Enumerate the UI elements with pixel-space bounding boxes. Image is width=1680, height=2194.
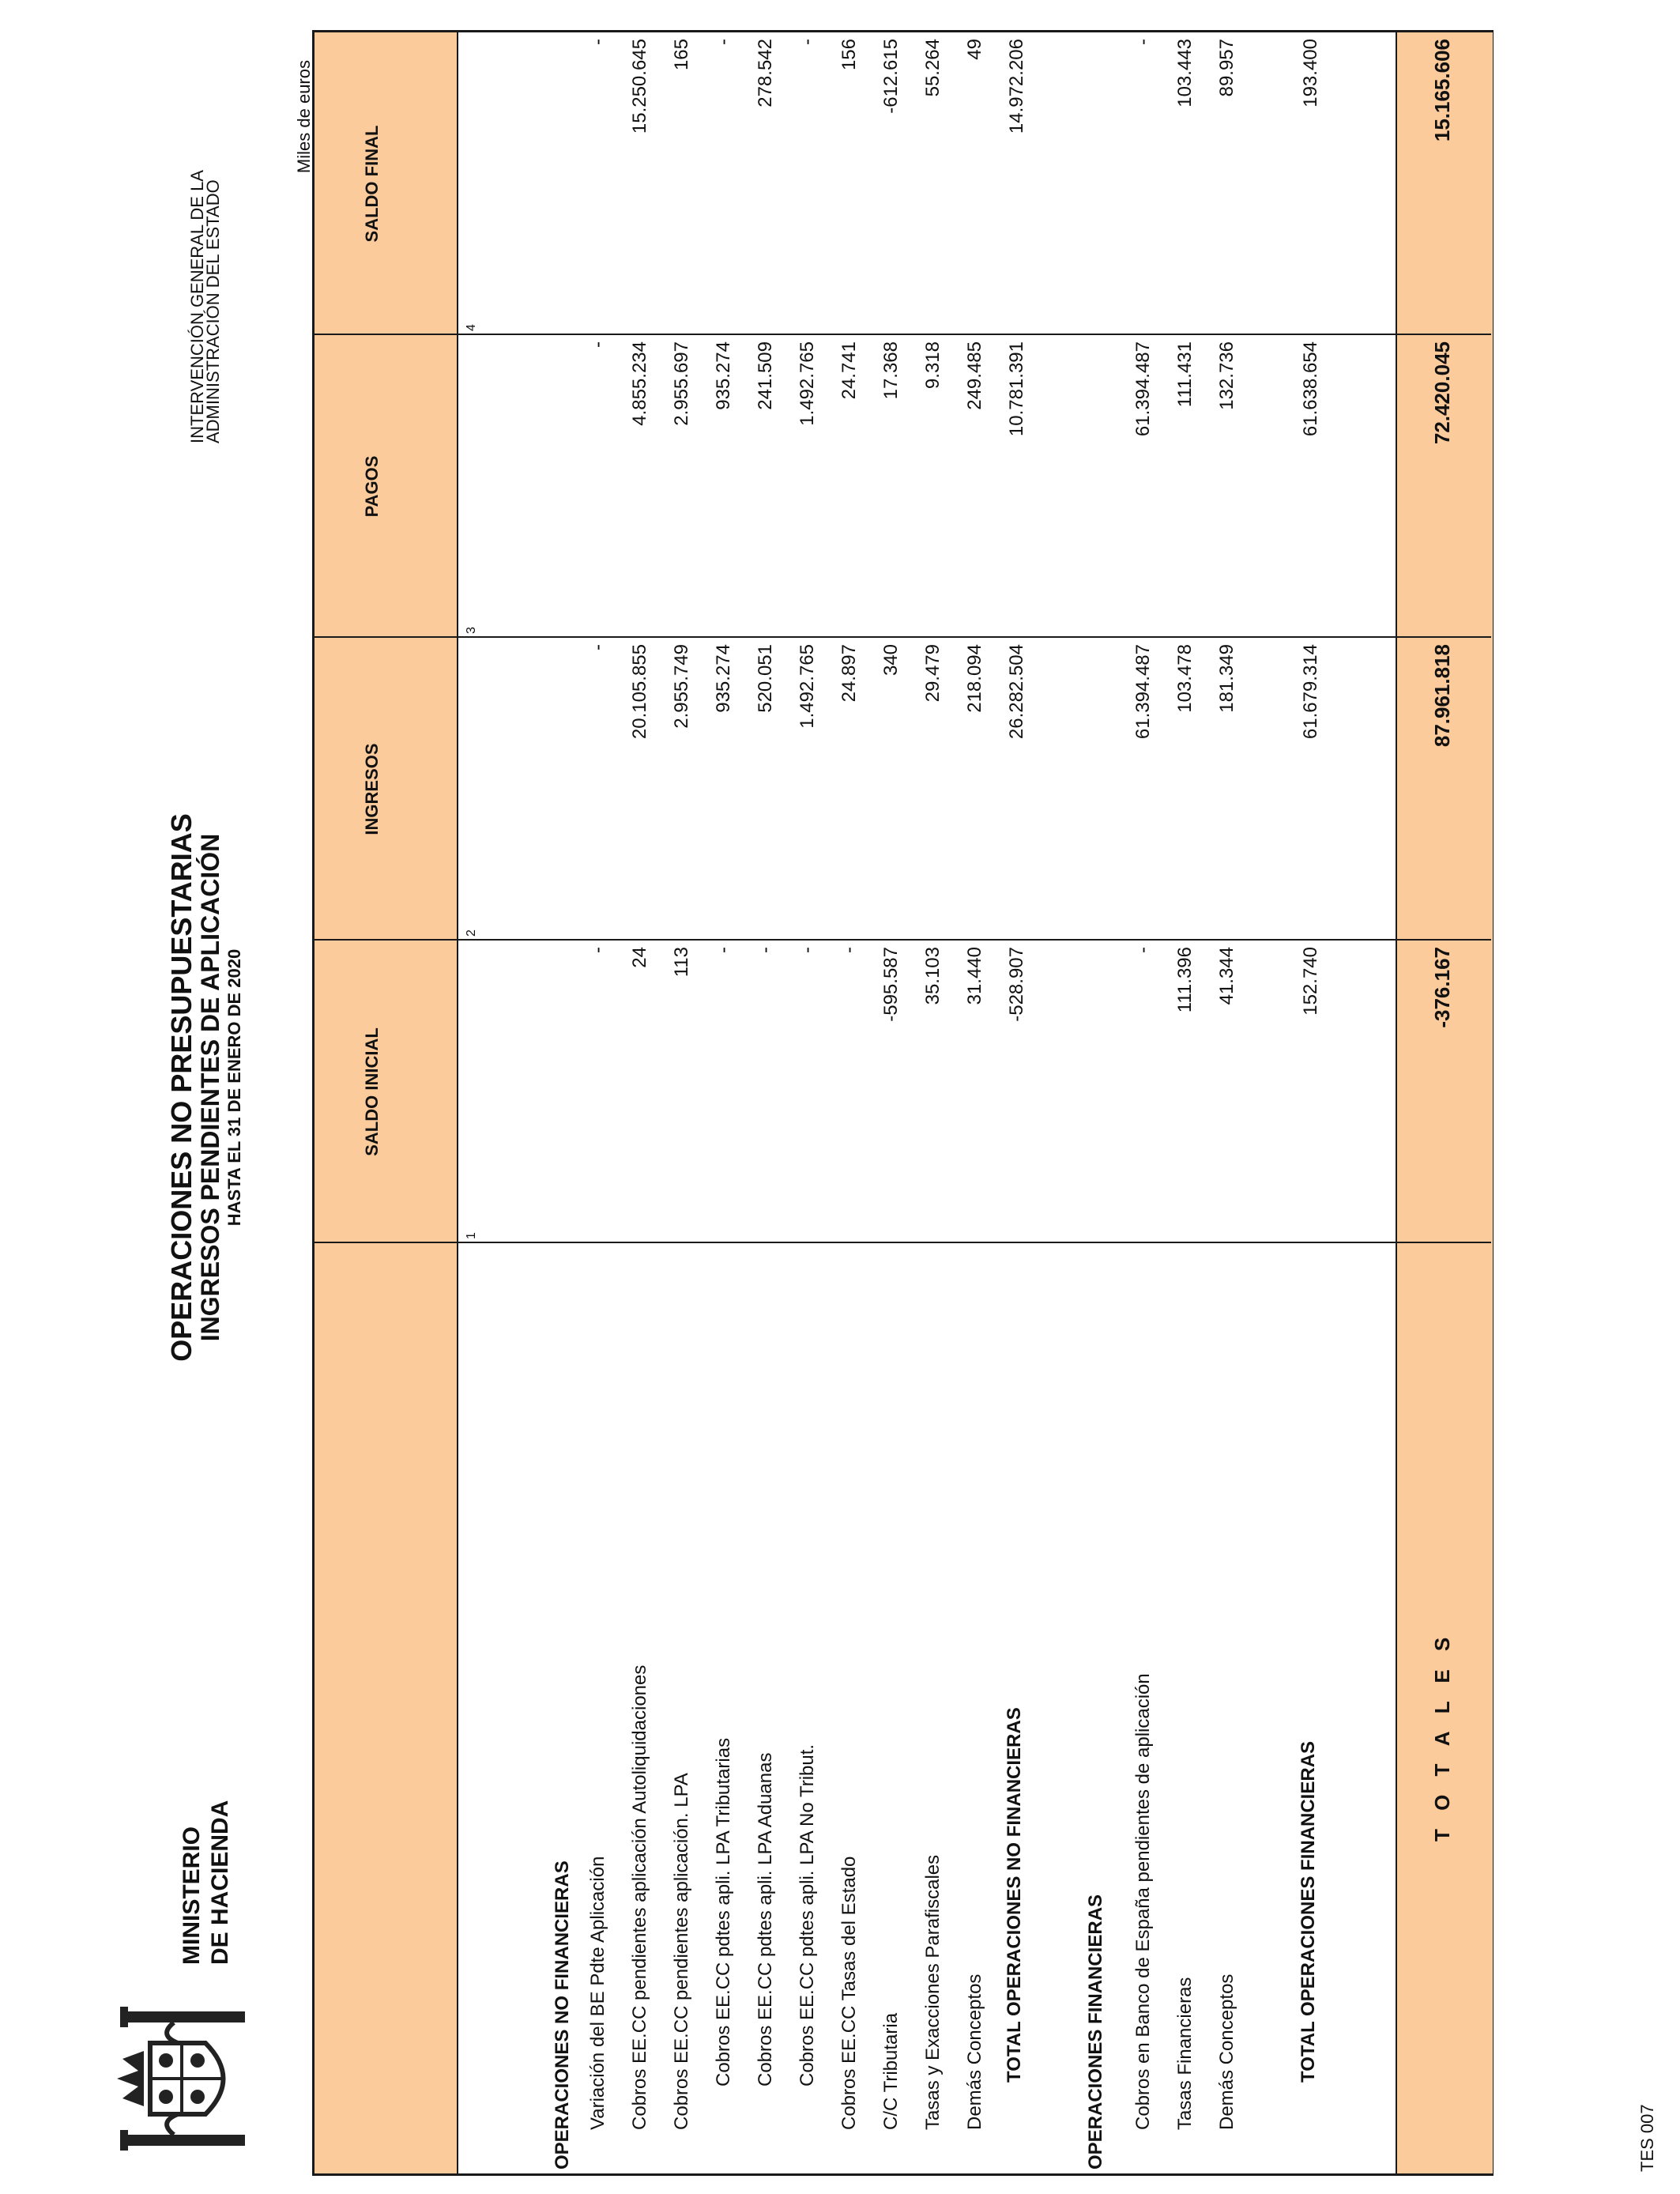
row-value: 2.955.697 (671, 341, 692, 426)
row-value: - (587, 644, 608, 650)
row-value: 241.509 (755, 341, 776, 410)
row-value: - (797, 39, 818, 45)
row-value: 49 (964, 39, 985, 60)
igae-name (187, 170, 223, 443)
column-divider (315, 939, 1491, 941)
row-value: 29.479 (922, 644, 944, 703)
row-label: Cobros EE.CC pdtes apli. LPA Tributarias (713, 1737, 734, 2087)
column-number: 4 (465, 324, 478, 331)
ministry-line2: DE HACIENDA (207, 1800, 233, 1965)
row-label: Cobros EE.CC pendientes aplicación Autoliquidaciones (629, 1664, 650, 2130)
column-number: 2 (465, 929, 478, 937)
row-value: 15.250.645 (629, 39, 650, 134)
row-value: 24.741 (838, 341, 860, 400)
row-value: 278.542 (755, 39, 776, 107)
grand-total-value: 72.420.045 (1430, 341, 1454, 445)
grand-total-value: 87.961.818 (1430, 644, 1454, 748)
column-divider (315, 636, 1491, 638)
grand-total-label: T O T A L E S (1430, 1630, 1454, 1842)
data-table (312, 30, 1494, 2176)
row-value: 31.440 (964, 947, 985, 1005)
row-value: 61.394.487 (1132, 644, 1154, 740)
row-value: - (713, 947, 734, 953)
igae-line2: ADMINISTRACIÓN DEL ESTADO (203, 179, 223, 443)
row-value: 218.094 (964, 644, 985, 713)
row-value: 24.897 (838, 644, 860, 703)
row-label: Cobros EE.CC Tasas del Estado (838, 1856, 860, 2130)
igae-line1: INTERVENCIÓN GENERAL DE LA (187, 170, 207, 443)
row-value: - (587, 947, 608, 953)
section-total-value: 152.740 (1300, 947, 1321, 1016)
row-value: 103.443 (1174, 39, 1196, 107)
row-value: 113 (671, 947, 692, 978)
grand-total-value: -376.167 (1430, 947, 1454, 1028)
section-title: OPERACIONES FINANCIERAS (1085, 1894, 1106, 2169)
row-value: 2.955.749 (671, 644, 692, 729)
row-value: 340 (880, 644, 902, 677)
section-total-label: TOTAL OPERACIONES FINANCIERAS (1298, 1740, 1319, 2083)
column-header-ingresos: INGRESOS (362, 743, 382, 835)
section-total-value: 26.282.504 (1006, 644, 1027, 740)
row-value: -612.615 (880, 39, 902, 114)
row-value: 156 (838, 39, 860, 71)
row-value: -595.587 (880, 947, 902, 1022)
row-label: Demás Conceptos (1216, 1973, 1237, 2130)
row-value: 61.394.487 (1132, 341, 1154, 437)
row-label: Demás Conceptos (964, 1973, 985, 2130)
row-value: - (755, 947, 776, 953)
row-label: C/C Tributaria (880, 2012, 902, 2130)
row-label: Cobros en Banco de España pendientes de aplicación (1132, 1673, 1154, 2130)
section-total-value: -528.907 (1006, 947, 1027, 1022)
row-value: 132.736 (1216, 341, 1237, 410)
row-value: - (797, 947, 818, 953)
row-value: 35.103 (922, 947, 944, 1005)
report-title (165, 771, 245, 1404)
row-value: 17.368 (880, 341, 902, 400)
row-value: 165 (671, 39, 692, 71)
grand-total-value: 15.165.606 (1430, 39, 1454, 142)
row-value: 89.957 (1216, 39, 1237, 97)
row-value: 111.431 (1174, 341, 1196, 408)
column-header-pagos: PAGOS (362, 455, 382, 518)
units-label: Miles de euros (294, 60, 314, 174)
report-code: TES 007 (1637, 2104, 1657, 2172)
section-total-value: 14.972.206 (1006, 39, 1027, 134)
row-value: 1.492.765 (797, 341, 818, 426)
row-value: - (713, 39, 734, 45)
section-total-label: TOTAL OPERACIONES NO FINANCIERAS (1004, 1707, 1025, 2083)
row-label: Tasas y Exacciones Parafiscales (922, 1854, 944, 2130)
title-line2: INGRESOS PENDIENTES DE APLICACIÓN (196, 833, 224, 1342)
section-total-value: 193.400 (1300, 39, 1321, 107)
ministry-line1: MINISTERIO (179, 1826, 205, 1965)
section-total-value: 61.679.314 (1300, 644, 1321, 740)
column-number: 1 (465, 1232, 478, 1239)
column-header-saldo-inicial: SALDO INICIAL (362, 1027, 382, 1156)
row-value: - (587, 341, 608, 348)
row-value: 935.274 (713, 341, 734, 410)
row-value: 181.349 (1216, 644, 1237, 713)
row-label: Cobros EE.CC pdtes apli. LPA No Tribut. (797, 1744, 818, 2087)
header-band (315, 32, 458, 2173)
row-label: Cobros EE.CC pendientes aplicación. LPA (671, 1773, 692, 2130)
section-total-value: 61.638.654 (1300, 341, 1321, 437)
row-value: - (838, 947, 860, 953)
title-line1: OPERACIONES NO PRESUPUESTARIAS (165, 813, 198, 1362)
ministry-name (178, 1800, 235, 1965)
column-divider (315, 334, 1491, 335)
row-value: 935.274 (713, 644, 734, 713)
row-value: 41.344 (1216, 947, 1237, 1005)
row-value: 24 (629, 947, 650, 968)
row-value: 111.396 (1174, 947, 1196, 1013)
row-label: Tasas Financieras (1174, 1977, 1196, 2130)
coat-of-arms-icon (103, 1996, 261, 2162)
row-value: - (1132, 39, 1154, 45)
row-value: 520.051 (755, 644, 776, 713)
row-label: Cobros EE.CC pdtes apli. LPA Aduanas (755, 1752, 776, 2087)
row-value: - (1132, 947, 1154, 953)
row-value: 55.264 (922, 39, 944, 97)
row-value: 4.855.234 (629, 341, 650, 426)
row-value: 103.478 (1174, 644, 1196, 713)
column-number: 3 (465, 627, 478, 634)
row-label: Variación del BE Pdte Aplicación (587, 1856, 608, 2130)
column-header-saldo-final: SALDO FINAL (362, 125, 382, 243)
row-value: 249.485 (964, 341, 985, 410)
title-line3: HASTA EL 31 DE ENERO DE 2020 (224, 948, 244, 1227)
row-value: 20.105.855 (629, 644, 650, 740)
row-value: 1.492.765 (797, 644, 818, 729)
row-value: - (587, 39, 608, 45)
column-divider (315, 1242, 1491, 1243)
row-value: 9.318 (922, 341, 944, 390)
section-title: OPERACIONES NO FINANCIERAS (552, 1860, 573, 2169)
section-total-value: 10.781.391 (1006, 341, 1027, 437)
